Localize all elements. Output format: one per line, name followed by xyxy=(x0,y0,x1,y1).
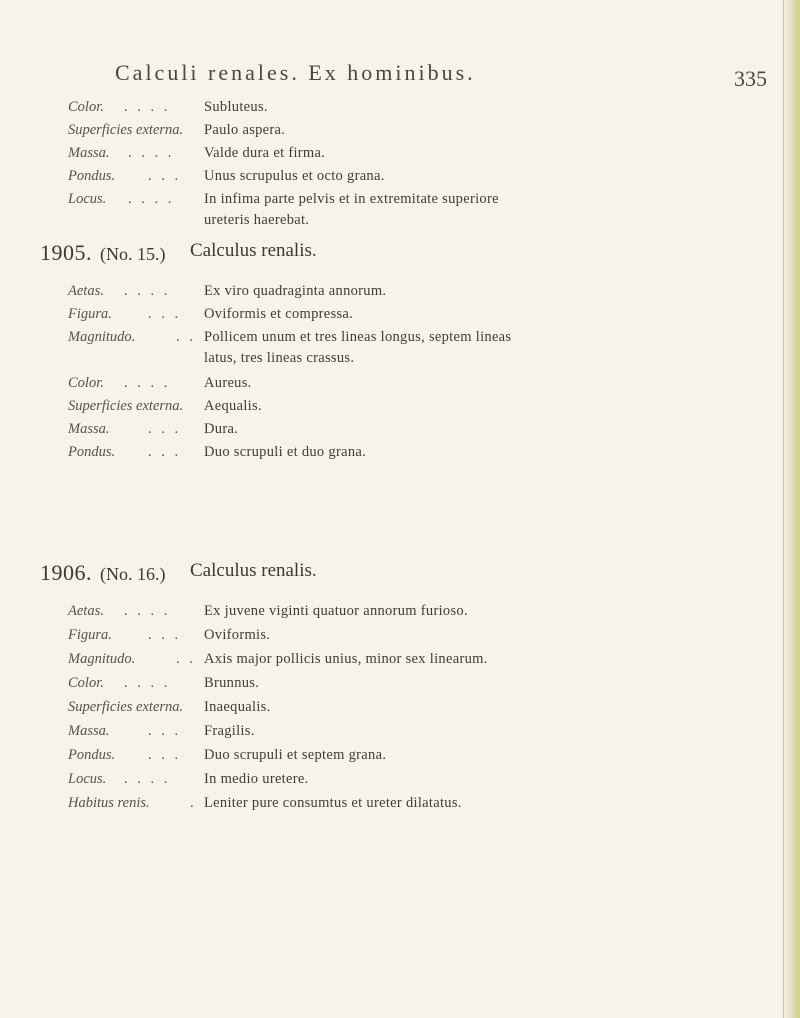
row-value: Oviformis. xyxy=(204,627,271,643)
entry-heading-1906 xyxy=(40,560,317,586)
row-leader: . . . . xyxy=(124,603,171,619)
row-label: Massa. xyxy=(68,421,110,437)
row-value: Unus scrupulus et octo grana. xyxy=(204,168,385,184)
row-label: Locus. xyxy=(68,191,107,207)
row-value: In infima parte pelvis et in extremitate superiore xyxy=(204,191,499,207)
row-label: Color. xyxy=(68,375,104,391)
entry-number: (No. 15.) xyxy=(100,244,166,264)
row-leader: . . . . xyxy=(124,283,171,299)
row-label: Superficies externa. xyxy=(68,699,184,715)
row-value: Aureus. xyxy=(204,375,252,391)
row-value: Aequalis. xyxy=(204,398,262,414)
row-label: Pondus. xyxy=(68,168,116,184)
row-leader: . xyxy=(190,795,197,811)
row-label: Massa. xyxy=(68,723,110,739)
row-leader: . . xyxy=(176,651,196,667)
page-number: 335 xyxy=(734,66,767,91)
row-label: Superficies externa. xyxy=(68,398,184,414)
entry-heading-1905 xyxy=(40,240,317,266)
row-leader: . . . . xyxy=(128,191,175,207)
row-leader: . . xyxy=(176,329,196,345)
row-label: Figura. xyxy=(68,627,112,643)
row-label: Aetas. xyxy=(68,283,104,299)
entry-year: 1905. xyxy=(40,240,92,265)
row-value: Ex viro quadraginta annorum. xyxy=(204,283,387,299)
row-value: In medio uretere. xyxy=(204,771,309,787)
row-label: Locus. xyxy=(68,771,107,787)
row-label: Magnitudo. xyxy=(68,651,136,667)
row-value: Pollicem unum et tres lineas longus, septem lineas xyxy=(204,329,512,345)
entry-year: 1906. xyxy=(40,560,92,585)
row-value: Axis major pollicis unius, minor sex linearum. xyxy=(204,651,488,667)
row-label: Habitus renis. xyxy=(68,795,150,811)
row-value: Subluteus. xyxy=(204,99,268,115)
page-edge xyxy=(782,0,800,1018)
page-edge-line xyxy=(783,0,784,1018)
row-leader: . . . xyxy=(148,306,182,322)
row-label: Massa. xyxy=(68,145,110,161)
row-leader: . . . xyxy=(148,627,182,643)
entry-number: (No. 16.) xyxy=(100,564,166,584)
row-value: Oviformis et compressa. xyxy=(204,306,354,322)
row-value: Ex juvene viginti quatuor annorum furioso. xyxy=(204,603,468,619)
row-leader: . . . . xyxy=(124,771,171,787)
row-label: Pondus. xyxy=(68,444,116,460)
row-continuation: latus, tres lineas crassus. xyxy=(204,350,355,366)
row-leader: . . . . xyxy=(124,675,171,691)
row-leader: . . . xyxy=(148,421,182,437)
row-leader: . . . . xyxy=(128,145,175,161)
row-label: Color. xyxy=(68,99,104,115)
row-leader: . . . xyxy=(148,444,182,460)
row-label: Superficies externa. xyxy=(68,122,184,138)
row-value: Dura. xyxy=(204,421,239,437)
entry-title: Calculus renalis. xyxy=(190,240,317,261)
row-value: Paulo aspera. xyxy=(204,122,286,138)
row-leader: . . . . xyxy=(124,375,171,391)
row-value: Duo scrupuli et septem grana. xyxy=(204,747,387,763)
row-label: Aetas. xyxy=(68,603,104,619)
running-head: Calculi renales. Ex hominibus. xyxy=(115,60,476,85)
row-value: Inaequalis. xyxy=(204,699,271,715)
row-leader: . . . xyxy=(148,168,182,184)
row-value: Leniter pure consumtus et ureter dilatatus. xyxy=(204,795,462,811)
row-label: Color. xyxy=(68,675,104,691)
row-value: Duo scrupuli et duo grana. xyxy=(204,444,367,460)
row-value: Valde dura et firma. xyxy=(204,145,326,161)
row-label: Magnitudo. xyxy=(68,329,136,345)
row-label: Pondus. xyxy=(68,747,116,763)
row-continuation: ureteris haerebat. xyxy=(204,212,310,228)
entry-title: Calculus renalis. xyxy=(190,560,317,581)
row-value: Fragilis. xyxy=(204,723,255,739)
row-leader: . . . xyxy=(148,723,182,739)
row-value: Brunnus. xyxy=(204,675,260,691)
row-leader: . . . xyxy=(148,747,182,763)
row-leader: . . . . xyxy=(124,99,171,115)
row-label: Figura. xyxy=(68,306,112,322)
